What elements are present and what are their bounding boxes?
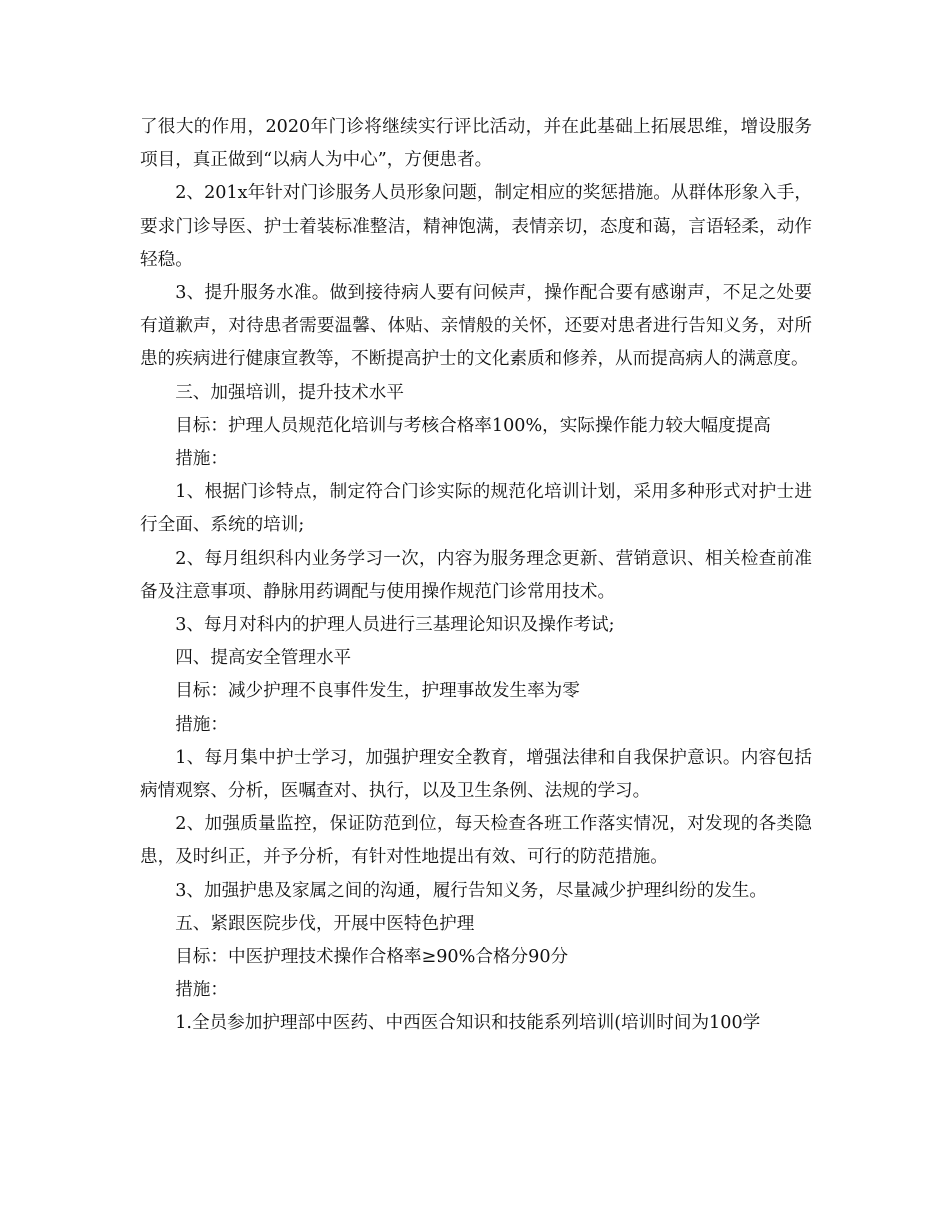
paragraph: 3、每月对科内的护理人员进行三基理论知识及操作考试; — [175, 615, 615, 636]
paragraph: 2、每月组织科内业务学习一次，内容为服务理念更新、营销意识、相关检查前准备及注意事项、静脉用药调配与使用操作规范门诊常用技术。 — [140, 548, 812, 602]
paragraph: 措施： — [175, 449, 228, 470]
paragraph: 3、提升服务水准。做到接待病人要有问候声，操作配合要有感谢声，不足之处要有道歉声，对待患者需要温馨、体贴、亲情般的关怀，还要对患者进行告知义务，对所患的疾病进行健康宣教等，不断提高护士的文化素质和修养，从而提高病人的满意度。 — [140, 283, 812, 370]
paragraph: 2、加强质量监控，保证防范到位，每天检查各班工作落实情况，对发现的各类隐患，及时纠正，并予分析，有针对性地提出有效、可行的防范措施。 — [140, 814, 812, 868]
paragraph: 了很大的作用，2020年门诊将继续实行评比活动，并在此基础上拓展思维，增设服务项目，真正做到“以病人为中心”，方便患者。 — [140, 117, 812, 171]
paragraph: 1、根据门诊特点，制定符合门诊实际的规范化培训计划，采用多种形式对护士进行全面、系统的培训; — [140, 482, 812, 536]
paragraph: 目标：护理人员规范化培训与考核合格率100%，实际操作能力较大幅度提高 — [175, 415, 771, 436]
paragraph: 3、加强护患及家属之间的沟通，履行告知义务，尽量减少护理纠纷的发生。 — [175, 880, 767, 901]
paragraph: 1.全员参加护理部中医药、中西医合知识和技能系列培训(培训时间为100学 — [175, 1013, 761, 1034]
paragraph: 目标：中医护理技术操作合格率≥90%合格分90分 — [175, 947, 569, 968]
paragraph: 1、每月集中护士学习，加强护理安全教育，增强法律和自我保护意识。内容包括病情观察、分析，医嘱查对、执行，以及卫生条例、法规的学习。 — [140, 747, 812, 802]
paragraph: 四、提高安全管理水平 — [175, 648, 352, 669]
paragraph: 措施： — [175, 980, 228, 1001]
paragraph: 三、加强培训，提升技术水平 — [175, 382, 404, 403]
document-body — [140, 111, 812, 1041]
paragraph: 五、紧跟医院步伐，开展中医特色护理 — [175, 913, 475, 934]
paragraph: 措施： — [175, 714, 228, 735]
paragraph: 2、201x年针对门诊服务人员形象问题，制定相应的奖惩措施。从群体形象入手，要求门诊导医、护士着装标准整洁，精神饱满，表情亲切，态度和蔼，言语轻柔，动作轻稳。 — [140, 183, 812, 270]
paragraph: 目标：减少护理不良事件发生，护理事故发生率为零 — [175, 681, 580, 702]
